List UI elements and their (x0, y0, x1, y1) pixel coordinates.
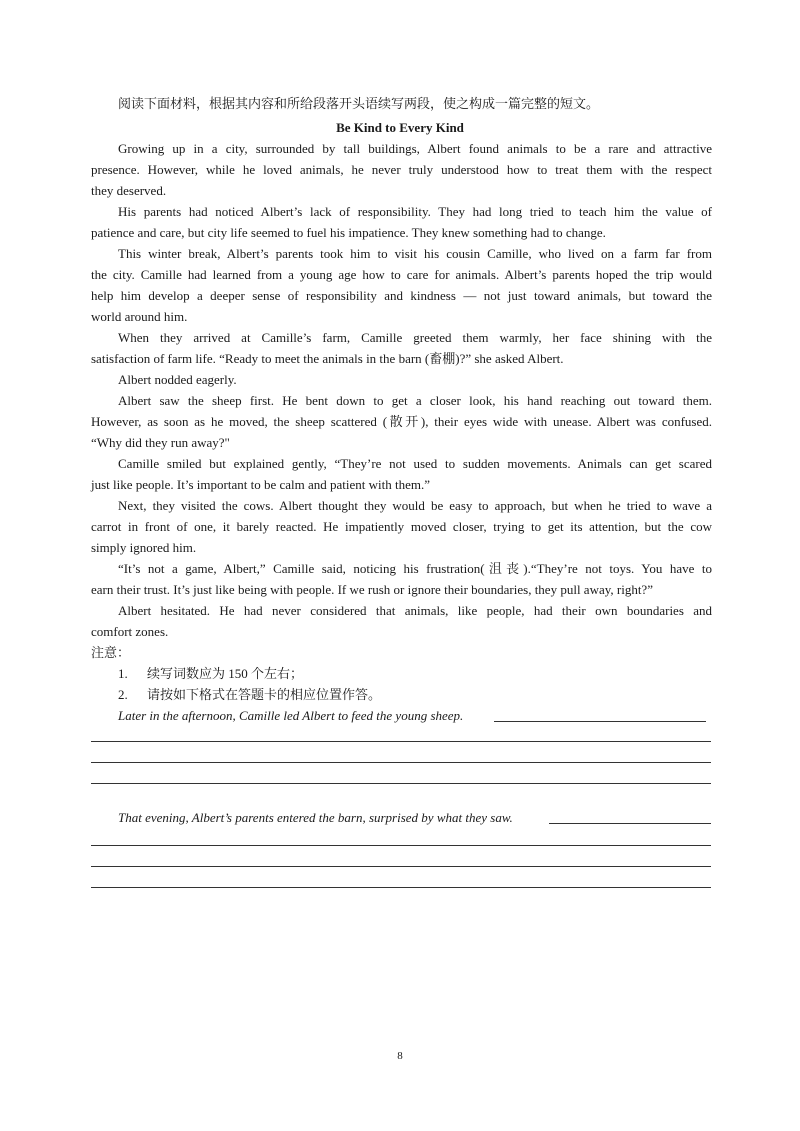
paragraph-line: patience and care, but city life seemed to fuel his impatience. They knew something had to change. (91, 225, 606, 240)
note-number: 2. (118, 687, 128, 702)
paragraph-line: they deserved. (91, 183, 167, 198)
paragraph-line: satisfaction of farm life. “Ready to meet the animals in the barn (畜棚)?” she asked Albert. (91, 351, 564, 366)
continuation-prompt-1: Later in the afternoon, Camille led Albert to feed the young sheep. (118, 708, 464, 723)
paragraph-line: comfort zones. (91, 624, 169, 639)
continuation-prompt-2: That evening, Albert’s parents entered the barn, surprised by what they saw. (118, 810, 513, 825)
paragraph-line: “Why did they run away?" (91, 435, 230, 450)
note-number: 1. (118, 666, 128, 681)
paragraph-line: “It’s not a game, Albert,” Camille said, noticing his frustration(沮丧).“They’re not toys. You have to (118, 561, 712, 576)
paragraph-line: Next, they visited the cows. Albert thought they would be easy to approach, but when he tried to wave a (118, 498, 712, 513)
paragraph-line: presence. However, while he loved animals, he never truly understood how to treat them with the respect (91, 162, 712, 177)
note-text: 续写词数应为 150 个左右； (147, 666, 304, 681)
paragraph-line: help him develop a deeper sense of responsibility and kindness — not just toward animals, but toward the (91, 288, 712, 303)
paragraph-line: Albert saw the sheep first. He bent down to get a closer look, his hand reaching out toward them. (118, 393, 712, 408)
paragraph-line: world around him. (91, 309, 188, 324)
passage-title: Be Kind to Every Kind (336, 120, 464, 135)
paragraph-line: This winter break, Albert’s parents took him to visit his cousin Camille, who lived on a farm far from (118, 246, 712, 261)
paragraph-line: simply ignored him. (91, 540, 197, 555)
paragraph-line: Albert nodded eagerly. (118, 372, 237, 387)
notes-heading: 注意： (91, 645, 131, 660)
answer-line[interactable] (91, 845, 711, 846)
paragraph-line: His parents had noticed Albert’s lack of responsibility. They had long tried to teach him the value of (118, 204, 712, 219)
paragraph-line: Albert hesitated. He had never considered that animals, like people, had their own boundaries and (118, 603, 712, 618)
paragraph-line: When they arrived at Camille’s farm, Camille greeted them warmly, her face shining with the (118, 330, 712, 345)
instruction-text: 阅读下面材料，根据其内容和所给段落开头语续写两段，使之构成一篇完整的短文。 (118, 96, 600, 111)
page-number: 8 (397, 1050, 403, 1062)
answer-line[interactable] (91, 762, 711, 763)
paragraph-line: Camille smiled but explained gently, “They’re not used to sudden movements. Animals can get scared (118, 456, 712, 471)
answer-line[interactable] (549, 823, 711, 824)
answer-line[interactable] (494, 721, 706, 722)
paragraph-line: However, as soon as he moved, the sheep scattered (散开), their eyes wide with unease. Albert was confused. (91, 414, 712, 429)
note-text: 请按如下格式在答题卡的相应位置作答。 (147, 687, 382, 702)
paragraph-line: just like people. It’s important to be calm and patient with them.” (91, 477, 431, 492)
answer-line[interactable] (91, 866, 711, 867)
paragraph-line: carrot in front of one, it barely reacted. He impatiently moved closer, trying to get its attention, but the cow (91, 519, 712, 534)
paragraph-line: the city. Camille had learned from a young age how to care for animals. Albert’s parents hoped the trip would (91, 267, 712, 282)
answer-line[interactable] (91, 887, 711, 888)
answer-line[interactable] (91, 783, 711, 784)
paragraph-line: Growing up in a city, surrounded by tall buildings, Albert found animals to be a rare and attractive (118, 141, 712, 156)
paragraph-line: earn their trust. It’s just like being with people. If we rush or ignore their boundaries, they pull away, right?” (91, 582, 653, 597)
answer-line[interactable] (91, 741, 711, 742)
